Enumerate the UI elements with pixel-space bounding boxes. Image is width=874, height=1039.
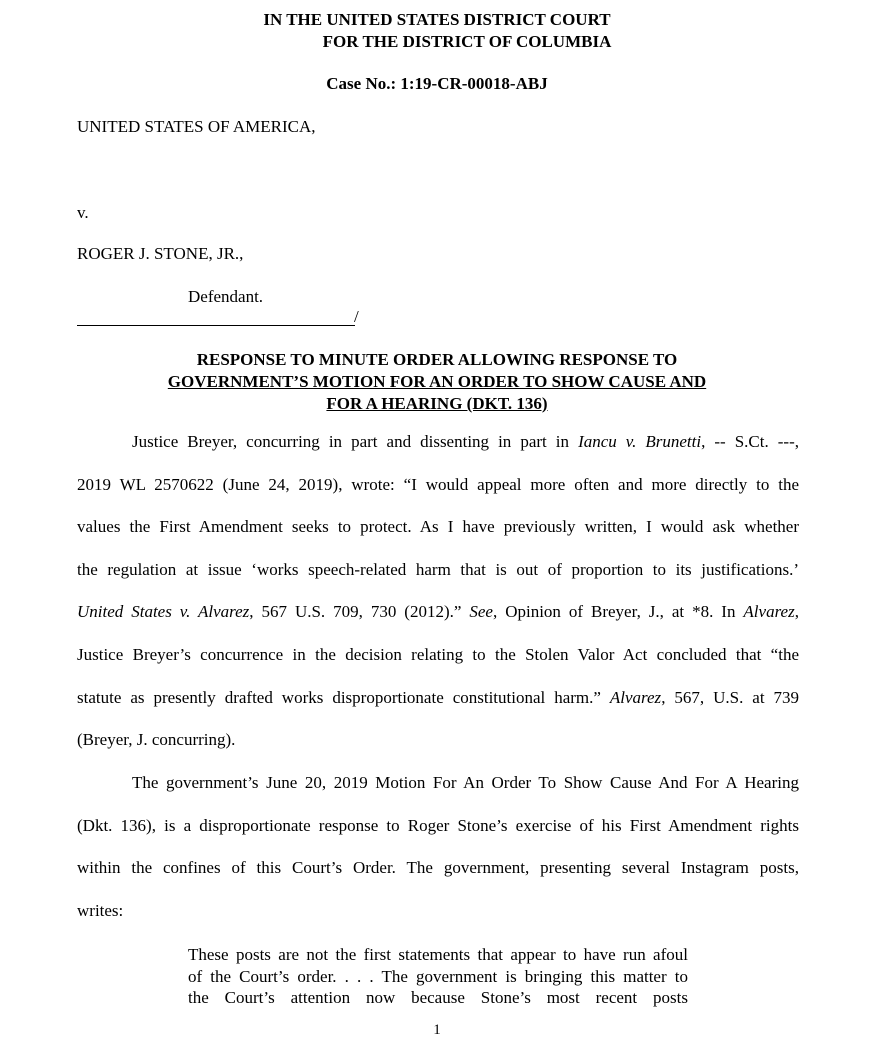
p1-line-6: Justice Breyer’s concurrence in the decision relating to the Stolen Valor Act concluded that “the: [77, 644, 799, 664]
title-line3: FOR A HEARING (DKT. 136): [326, 394, 548, 413]
document-title: [0, 349, 874, 415]
court-name-line1: IN THE UNITED STATES DISTRICT COURT: [263, 10, 611, 29]
p1-line-1: Justice Breyer, concurring in part and dissenting in part in Iancu v. Brunetti, -- S.Ct. ---,: [132, 432, 799, 451]
p2-line-3: within the confines of this Court’s Order. The government, presenting several Instagram posts,: [77, 858, 799, 878]
p2-line-1: The government’s June 20, 2019 Motion For An Order To Show Cause And For A Hearing: [132, 773, 799, 792]
paragraph-2: [77, 762, 799, 932]
p2-line-4: writes:: [77, 900, 124, 920]
quote-line-1: These posts are not the first statements that appear to have run afoul: [188, 945, 688, 964]
caption-slash: /: [354, 307, 359, 326]
title-line2: GOVERNMENT’S MOTION FOR AN ORDER TO SHOW CAUSE AND: [167, 372, 707, 391]
quote-line-2: of the Court’s order. . . . The government is bringing this matter to: [188, 966, 688, 986]
defendant-label: Defendant.: [188, 287, 264, 306]
p1-line-2: 2019 WL 2570622 (June 24, 2019), wrote: “I would appeal more often and more directly to the: [77, 474, 799, 494]
p1-line-4: the regulation at issue ‘works speech-related harm that is out of proportion to its justifications.’: [77, 559, 799, 579]
block-quote: [188, 944, 688, 1009]
quote-line-3: the Court’s attention now because Stone’s most recent posts: [188, 988, 688, 1007]
versus: v.: [77, 203, 89, 222]
plaintiff-name: UNITED STATES OF AMERICA,: [77, 117, 316, 136]
p1-line-7: statute as presently drafted works disproportionate constitutional harm.” Alvarez, 567, U.S. at 739: [77, 687, 800, 707]
page-number: 1: [433, 1022, 441, 1038]
p1-line-8: (Breyer, J. concurring).: [77, 730, 236, 750]
title-line1: RESPONSE TO MINUTE ORDER ALLOWING RESPONSE TO: [196, 350, 678, 369]
p2-line-2: (Dkt. 136), is a disproportionate response to Roger Stone’s exercise of his First Amendment rights: [77, 815, 799, 835]
p1-line-5: United States v. Alvarez, 567 U.S. 709, 730 (2012).” See, Opinion of Breyer, J., at *8. In Alvarez,: [77, 602, 799, 622]
p1-line-3: values the First Amendment seeks to protect. As I have previously written, I would ask whether: [77, 517, 799, 537]
case-number: Case No.: 1:19-CR-00018-ABJ: [326, 74, 548, 93]
court-name-line2: FOR THE DISTRICT OF COLUMBIA: [322, 32, 612, 51]
caption-rule: [77, 325, 355, 326]
paragraph-1: [77, 421, 799, 762]
defendant-name: ROGER J. STONE, JR.,: [77, 244, 244, 263]
